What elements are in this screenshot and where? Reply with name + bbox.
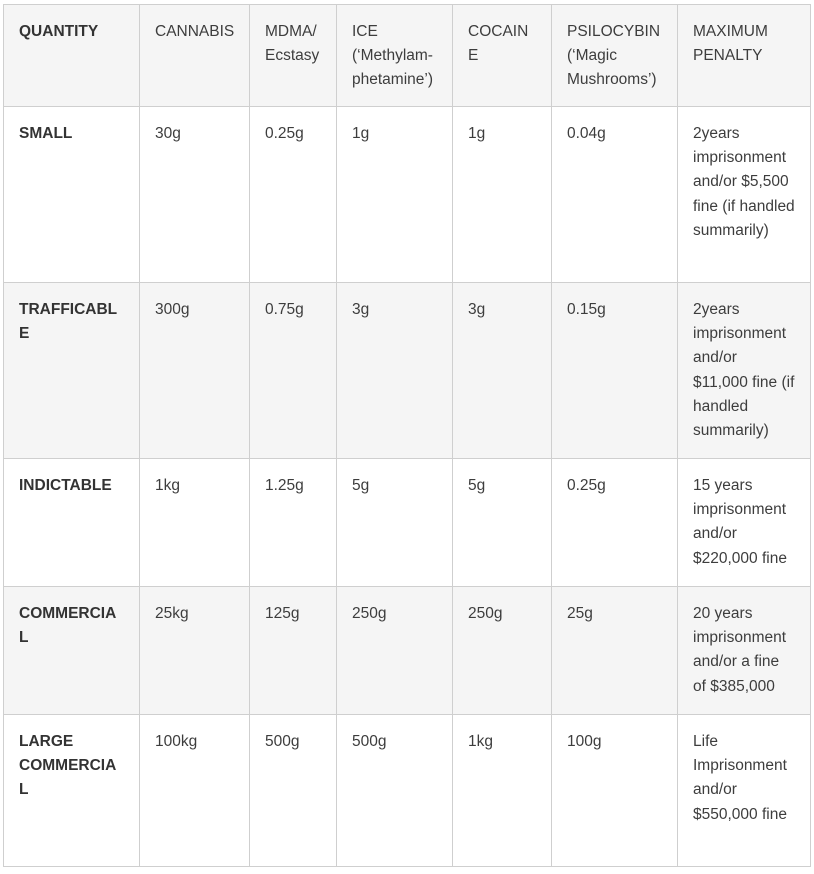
quantity-cell: TRAFFICABLE xyxy=(4,283,140,459)
header-mdma: MDMA/ Ecstasy xyxy=(250,5,337,107)
cocaine-cell: 1g xyxy=(453,107,552,283)
quantity-cell: SMALL xyxy=(4,107,140,283)
quantity-cell: LARGE COMMERCIAL xyxy=(4,715,140,867)
ice-cell: 500g xyxy=(337,715,453,867)
psilocybin-cell: 0.15g xyxy=(552,283,678,459)
penalty-cell: 20 years imprisonment and/or a fine of $385,000 xyxy=(678,587,811,715)
quantity-cell: INDICTABLE xyxy=(4,459,140,587)
cocaine-cell: 1kg xyxy=(453,715,552,867)
ice-cell: 1g xyxy=(337,107,453,283)
mdma-cell: 500g xyxy=(250,715,337,867)
quantity-cell: COMMERCIAL xyxy=(4,587,140,715)
cannabis-cell: 100kg xyxy=(140,715,250,867)
table-row xyxy=(4,107,811,283)
psilocybin-cell: 0.25g xyxy=(552,459,678,587)
ice-cell: 3g xyxy=(337,283,453,459)
header-ice: ICE (‘Methylam-phetamine’) xyxy=(337,5,453,107)
psilocybin-cell: 100g xyxy=(552,715,678,867)
ice-cell: 5g xyxy=(337,459,453,587)
cocaine-cell: 5g xyxy=(453,459,552,587)
table-row xyxy=(4,715,811,867)
penalty-cell: 2years imprisonment and/or $11,000 fine (if handled summarily) xyxy=(678,283,811,459)
mdma-cell: 125g xyxy=(250,587,337,715)
cannabis-cell: 300g xyxy=(140,283,250,459)
table-row xyxy=(4,283,811,459)
header-maximum-penalty: MAXIMUM PENALTY xyxy=(678,5,811,107)
cocaine-cell: 250g xyxy=(453,587,552,715)
cannabis-cell: 25kg xyxy=(140,587,250,715)
drug-quantity-penalty-table xyxy=(3,4,811,867)
table-row xyxy=(4,587,811,715)
penalty-cell: 15 years imprisonment and/or $220,000 fine xyxy=(678,459,811,587)
header-cocaine: COCAINE xyxy=(453,5,552,107)
penalty-cell: Life Imprisonment and/or $550,000 fine xyxy=(678,715,811,867)
mdma-cell: 0.25g xyxy=(250,107,337,283)
table-row xyxy=(4,459,811,587)
header-psilocybin: PSILOCYBIN (‘Magic Mushrooms’) xyxy=(552,5,678,107)
penalty-cell: 2years imprisonment and/or $5,500 fine (if handled summarily) xyxy=(678,107,811,283)
mdma-cell: 1.25g xyxy=(250,459,337,587)
cannabis-cell: 30g xyxy=(140,107,250,283)
header-cannabis: CANNABIS xyxy=(140,5,250,107)
ice-cell: 250g xyxy=(337,587,453,715)
mdma-cell: 0.75g xyxy=(250,283,337,459)
psilocybin-cell: 0.04g xyxy=(552,107,678,283)
table-header-row xyxy=(4,5,811,107)
header-quantity: QUANTITY xyxy=(4,5,140,107)
psilocybin-cell: 25g xyxy=(552,587,678,715)
cocaine-cell: 3g xyxy=(453,283,552,459)
cannabis-cell: 1kg xyxy=(140,459,250,587)
